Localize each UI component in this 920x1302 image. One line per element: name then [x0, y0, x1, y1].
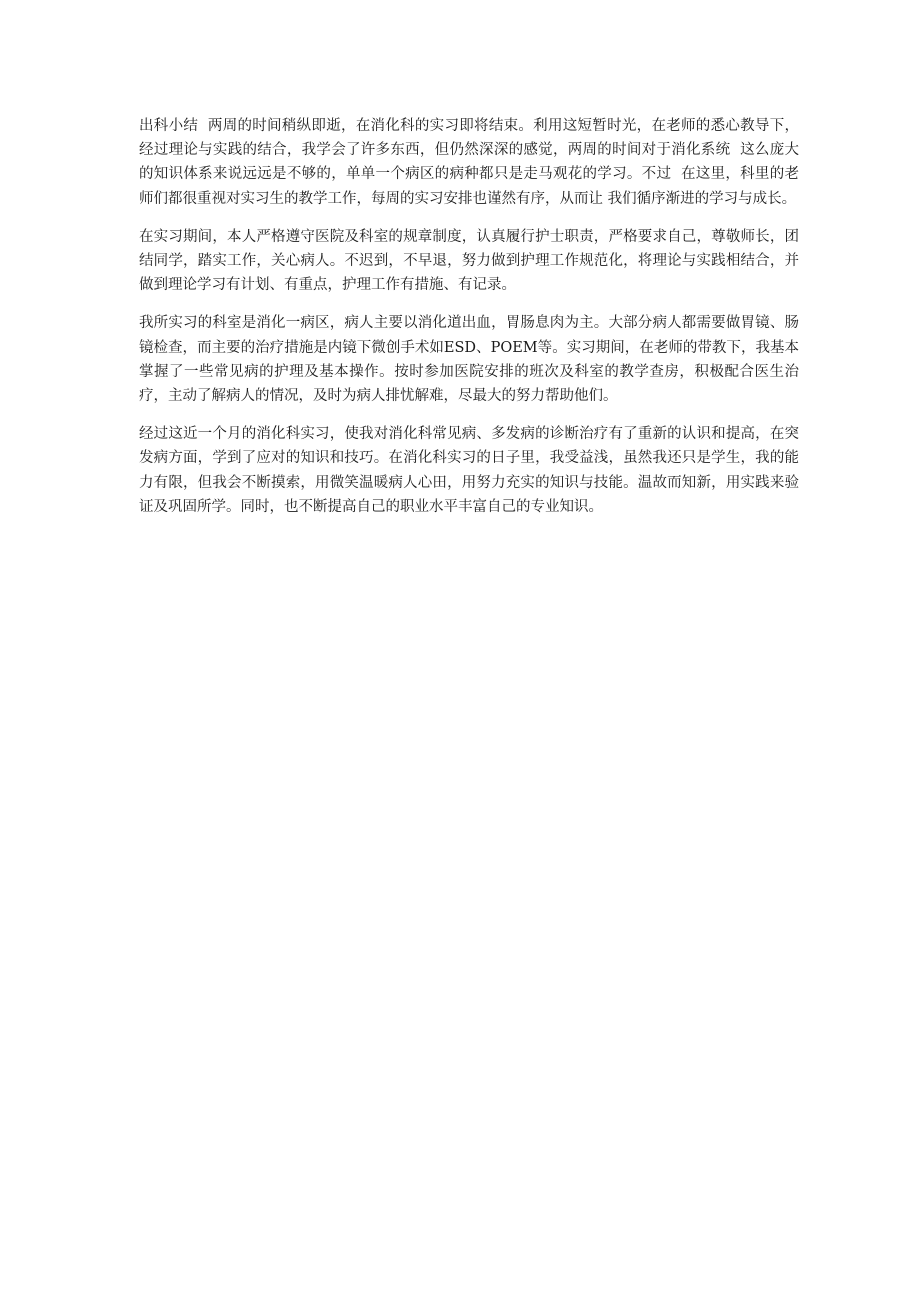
paragraph-intro: 出科小结 两周的时间稍纵即逝，在消化科的实习即将结束。利用这短暂时光，在老师的悉心教导下， 经过理论与实践的结合，我学会了许多东西，但仍然深深的感觉，两周的时间对于消化系统 这么庞大的知识体系来说远远是不够的，单单一个病区的病种都只是走马观花的学习。不过 在这里，科里的老师们都很重视对实习生的教学工作，每周的实习安排也谨然有序，从而让 我们循序渐进的学习与成长。 — [139, 118, 813, 207]
document-page — [139, 114, 813, 533]
paragraph-department: 我所实习的科室是消化一病区，病人主要以消化道出血，胃肠息肉为主。大部分病人都需要做胃镜、肠镜检查，而主要的治疗措施是内镜下微创手术如ESD、POEM等。实习期间，在老师的带教下，我基本掌握了一些常见病的护理及基本操作。按时参加医院安排的班次及科室的教学查房，积极配合医生治疗，主动了解病人的情况，及时为病人排忧解难，尽最大的努力帮助他们。 — [139, 315, 799, 405]
paragraph-conclusion: 经过这近一个月的消化科实习，使我对消化科常见病、多发病的诊断治疗有了重新的认识和提高，在突发病方面，学到了应对的知识和技巧。在消化科实习的日子里，我受益浅，虽然我还只是学生，我的能力有限，但我会不断摸索，用微笑温暖病人心田，用努力充实的知识与技能。温故而知新，用实践来验证及巩固所学。同时，也不断提高自己的职业水平丰富自己的专业知识。 — [139, 426, 799, 515]
paragraph-conduct: 在实习期间，本人严格遵守医院及科室的规章制度，认真履行护士职责，严格要求自己，尊敬师长，团结同学，踏实工作，关心病人。不迟到，不早退，努力做到护理工作规范化，将理论与实践相结合，并做到理论学习有计划、有重点，护理工作有措施、有记录。 — [139, 228, 799, 294]
